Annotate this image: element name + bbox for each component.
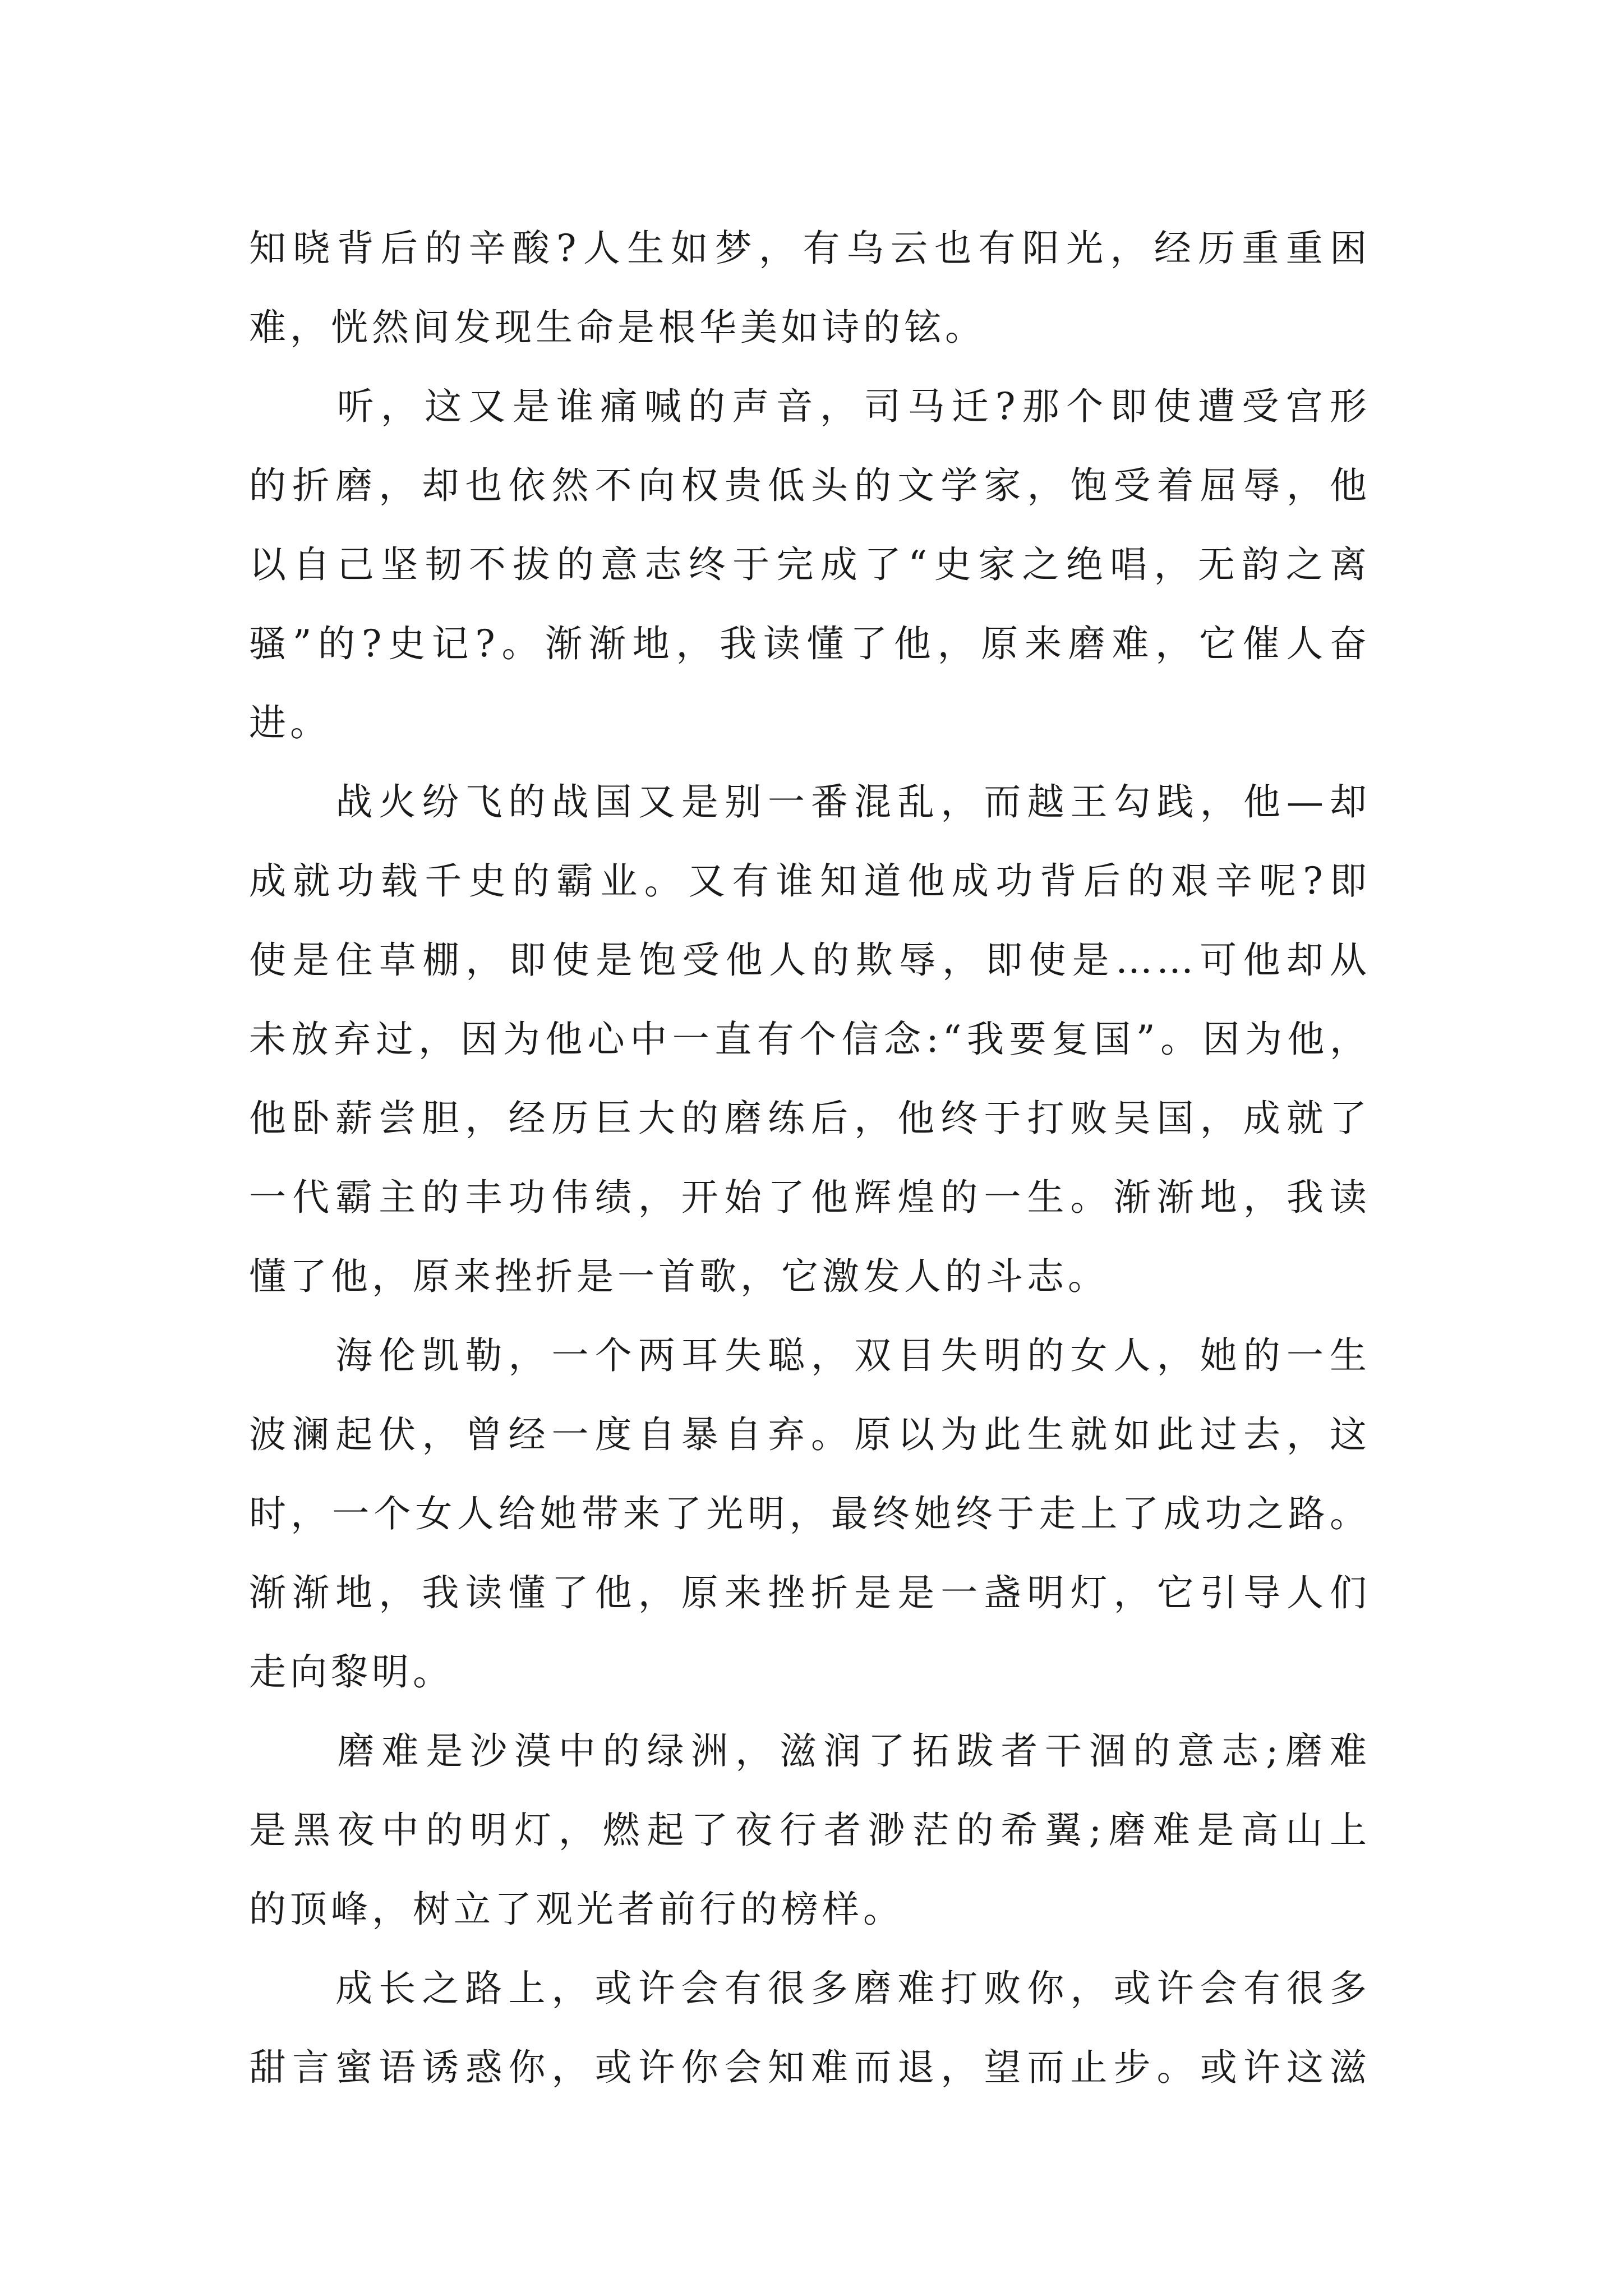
text-line: 时，一个女人给她带来了光明，最终她终于走上了成功之路。 <box>249 1492 1371 1535</box>
text-line: 走向黎明。 <box>249 1650 454 1694</box>
paragraph <box>249 762 1371 1316</box>
text-line: 以自己坚韧不拔的意志终于完成了“史家之绝唱，无韵之离 <box>249 543 1371 586</box>
paragraph <box>249 209 1371 367</box>
paragraph <box>249 1949 1371 2107</box>
paragraph <box>249 1316 1371 1711</box>
text-line: 是黑夜中的明灯，燃起了夜行者渺茫的希翼;磨难是高山上 <box>249 1809 1371 1852</box>
text-line: 磨难是沙漠中的绿洲，滋润了拓跋者干涸的意志;磨难 <box>249 1729 1371 1773</box>
paragraph <box>249 367 1371 762</box>
text-line: 渐渐地，我读懂了他，原来挫折是是一盏明灯，它引导人们 <box>249 1571 1371 1614</box>
text-line: 战火纷飞的战国又是别一番混乱，而越王勾践，他—却 <box>249 780 1371 823</box>
text-line: 一代霸主的丰功伟绩，开始了他辉煌的一生。渐渐地，我读 <box>249 1176 1371 1219</box>
text-line: 甜言蜜语诱惑你，或许你会知难而退，望而止步。或许这滋 <box>249 2046 1371 2089</box>
text-line: 未放弃过，因为他心中一直有个信念:“我要复国”。因为他， <box>249 1018 1371 1061</box>
paragraph <box>249 1711 1371 1949</box>
text-line: 海伦凯勒，一个两耳失聪，双目失明的女人，她的一生 <box>249 1334 1371 1377</box>
text-line: 他卧薪尝胆，经历巨大的磨练后，他终于打败吴国，成就了 <box>249 1097 1371 1140</box>
text-line: 波澜起伏，曾经一度自暴自弃。原以为此生就如此过去，这 <box>249 1413 1371 1456</box>
text-line: 的顶峰，树立了观光者前行的榜样。 <box>249 1888 904 1931</box>
text-line: 听，这又是谁痛喊的声音，司马迁?那个即使遭受宫形 <box>249 385 1371 428</box>
text-line: 进。 <box>249 701 331 744</box>
text-line: 成就功载千史的霸业。又有谁知道他成功背后的艰辛呢?即 <box>249 859 1371 903</box>
text-line: 的折磨，却也依然不向权贵低头的文学家，饱受着屈辱，他 <box>249 464 1371 507</box>
text-line: 骚”的?史记?。渐渐地，我读懂了他，原来磨难，它催人奋 <box>249 622 1371 665</box>
text-line: 使是住草棚，即使是饱受他人的欺辱，即使是……可他却从 <box>249 938 1371 982</box>
text-line: 成长之路上，或许会有很多磨难打败你，或许会有很多 <box>249 1967 1371 2010</box>
text-line: 难，恍然间发现生命是根华美如诗的铉。 <box>249 306 986 349</box>
essay-text <box>249 209 1371 2107</box>
text-line: 知晓背后的辛酸?人生如梦，有乌云也有阳光，经历重重困 <box>249 227 1371 270</box>
text-line: 懂了他，原来挫折是一首歌，它激发人的斗志。 <box>249 1255 1109 1298</box>
